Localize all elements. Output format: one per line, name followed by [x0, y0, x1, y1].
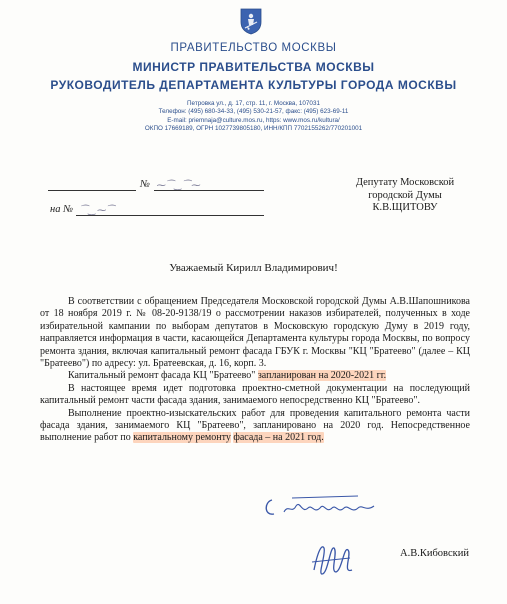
letterhead-contacts — [0, 100, 507, 133]
reply-to-number-line — [76, 215, 264, 216]
salutation: Уважаемый Кирилл Владимирович! — [169, 262, 338, 274]
highlight-facade-2021: фасада – на 2021 год. — [233, 432, 324, 444]
contact-email: E-mail: priemnaja@culture.mos.ru, https: www.mos.ru/kultura/ — [167, 116, 340, 124]
contact-address: Петровка ул., д. 17, стр. 11, г. Москва, 107031 — [187, 100, 320, 107]
paragraph-1: В соответствии с обращением Председателя Московской городской Думы А.В.Шапошникова от 18 ноября 2019 г. № 08-20-9138/19 о рассмотрении наказов избирателей, полученных в ходе избирательной кампании по выборам депутатов в Московскую городскую Думу в 2019 году, направляется информация в части, касающейся Департамента культуры города Москвы, по вопросу ремонта здания, включая капитальный ремонт фасада ГБУК г. Москвы "КЦ "Братеево" (далее – КЦ "Братеево") по адресу: ул. Братеевская, д. 16, корп. 3. — [40, 296, 470, 370]
reply-to-number-value: ⁀‿⁓⁀ — [80, 205, 115, 215]
reply-to-number-mark: на № — [50, 204, 73, 215]
addressee-name: К.В.ЩИТОВУ — [372, 202, 438, 213]
paragraph-3: В настоящее время идет подготовка проектно-сметной документации на последующий капитальный ремонт части фасада здания, занимаемого непосредственно КЦ "Братеево". — [40, 382, 470, 407]
paragraph-4 — [40, 408, 470, 445]
signer-name: А.В.Кибовский — [400, 548, 469, 559]
government-title: ПРАВИТЕЛЬСТВО МОСКВЫ — [170, 42, 337, 54]
paragraph-2 — [40, 370, 470, 382]
addressee-block — [330, 177, 480, 215]
paragraph-2-text: Капитальный ремонт фасада КЦ "Братеево" — [68, 370, 258, 382]
addressee-line-2: городской Думы — [368, 189, 442, 201]
minister-title: МИНИСТР ПРАВИТЕЛЬСТВА МОСКВЫ — [132, 60, 375, 74]
registration-number-line — [154, 190, 264, 191]
highlight-capital-repair: капитальному ремонту — [133, 432, 231, 444]
registration-number-mark: № — [140, 179, 150, 190]
contact-ids: ОКПО 17669189, ОГРН 1027739805180, ИНН/КПП 7702155262/770201001 — [144, 124, 363, 132]
department-title: РУКОВОДИТЕЛЬ ДЕПАРТАМЕНТА КУЛЬТУРЫ ГОРОДА МОСКВЫ — [50, 78, 457, 92]
letter-body — [40, 296, 470, 445]
addressee-line-1: Депутату Московской — [355, 177, 455, 188]
personal-signature — [310, 540, 355, 580]
contact-phones: Телефон: (495) 680-34-33, (495) 530-21-57, факс: (495) 623-69-11 — [158, 108, 349, 116]
highlight-planned-2020-2021: запланирован на 2020-2021 гг. — [257, 370, 387, 382]
moscow-coat-of-arms-icon — [239, 8, 263, 35]
registration-number-value: ⁓⁀‿⁀⁓ — [156, 180, 201, 190]
paragraph-4-text: Выполнение проектно-изыскательских работ для проведения капитального ремонта части фасада здания, занимаемого КЦ "Братеево", запланировано на 2020 год. Непосредственное выполнение работ по — [40, 407, 470, 444]
handwritten-regards-signature — [262, 492, 382, 522]
registration-date-line — [48, 190, 136, 191]
